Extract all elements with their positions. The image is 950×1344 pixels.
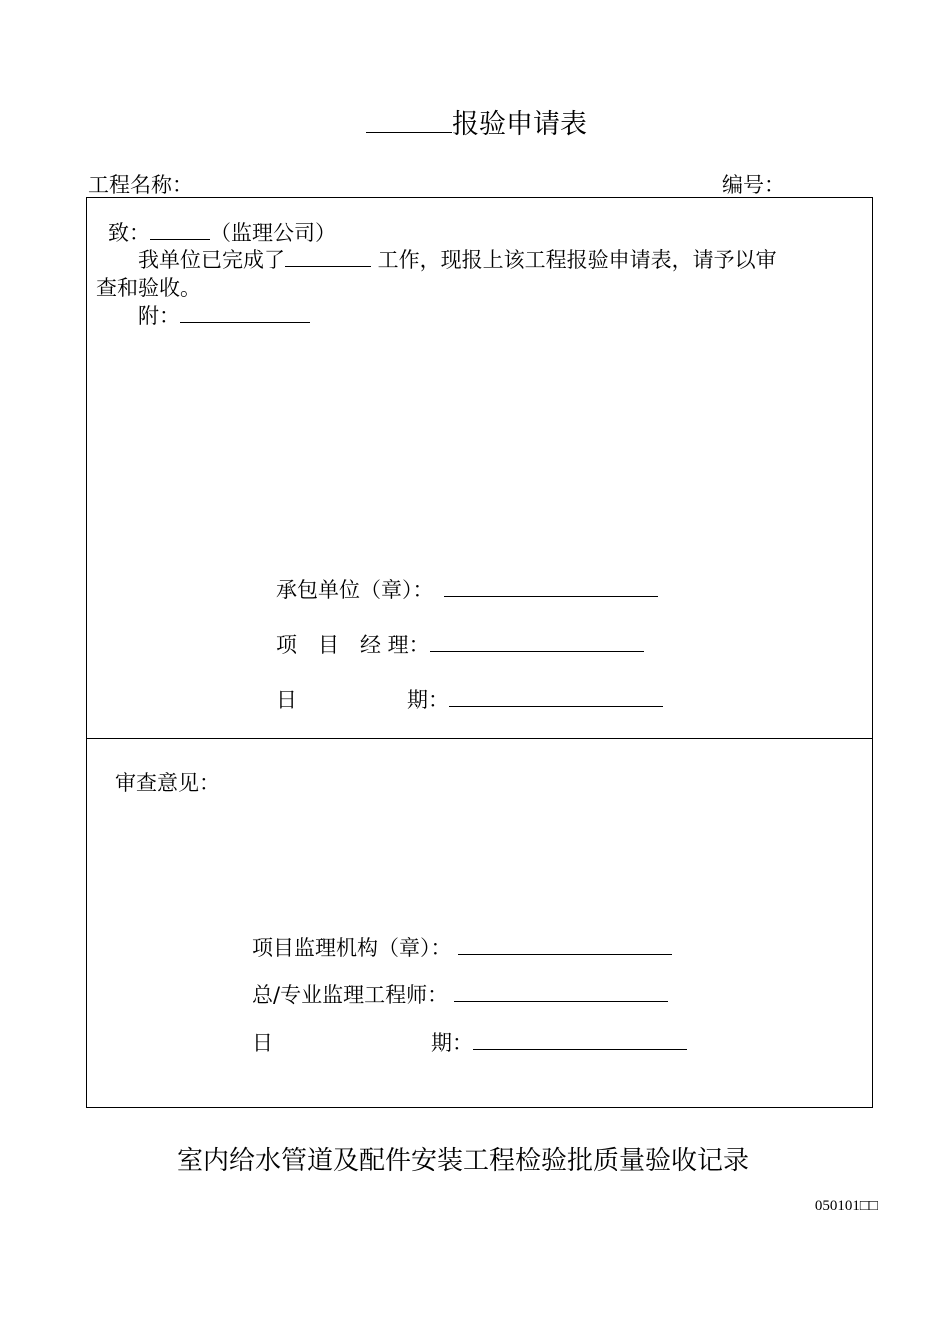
supervising-engineer-line [252,981,668,1009]
section-divider [87,738,872,739]
supervision-agency-line [252,934,672,962]
attachment-label: 附： [138,304,180,328]
contractor-label: 承包单位（章）： [276,578,434,602]
page-title [366,104,587,143]
supervision-agency-blank-field[interactable] [458,934,672,955]
date-label-1b: 期： [407,688,449,712]
title-text: 报验申请表 [452,109,587,140]
application-form [86,197,873,1108]
work-blank-field[interactable] [285,246,371,267]
date-line-2 [431,1029,687,1057]
record-title: 室内给水管道及配件安装工程检验批质量验收记录 [177,1146,750,1176]
date-blank-field-2[interactable] [473,1029,687,1050]
date-label-2b: 期： [431,1031,473,1055]
body-line-1 [138,246,777,274]
date-label-1a: 日 [276,688,297,712]
attachment-line [138,302,310,330]
project-manager-blank-field[interactable] [430,631,644,652]
to-label: 致： [108,221,150,245]
supervising-engineer-label: 总/专业监理工程师： [252,983,449,1007]
supervision-agency-label: 项目监理机构（章）： [252,936,452,960]
project-name-label: 工程名称： [88,173,193,197]
supervising-engineer-blank-field[interactable] [454,981,668,1002]
to-blank-field[interactable] [150,219,210,240]
project-manager-label: 项 目 经 理： [276,633,430,657]
title-blank-line[interactable] [366,104,452,133]
body-suffix: 工作，现报上该工程报验申请表，请予以审 [371,248,777,272]
number-label: 编号： [722,173,785,197]
date-line-1 [407,686,663,714]
contractor-blank-field[interactable] [444,576,658,597]
body-line-2: 查和验收。 [96,276,201,300]
to-suffix: （监理公司） [210,221,336,245]
review-opinion-label: 审查意见： [115,771,220,795]
body-prefix: 我单位已完成了 [138,248,285,272]
date-label-2a: 日 [252,1031,273,1055]
project-manager-line [276,631,644,659]
date-blank-field-1[interactable] [449,686,663,707]
contractor-line [276,576,658,604]
form-code: 050101□□ [814,1198,878,1214]
attachment-blank-field[interactable] [180,302,310,323]
to-line [108,219,336,247]
